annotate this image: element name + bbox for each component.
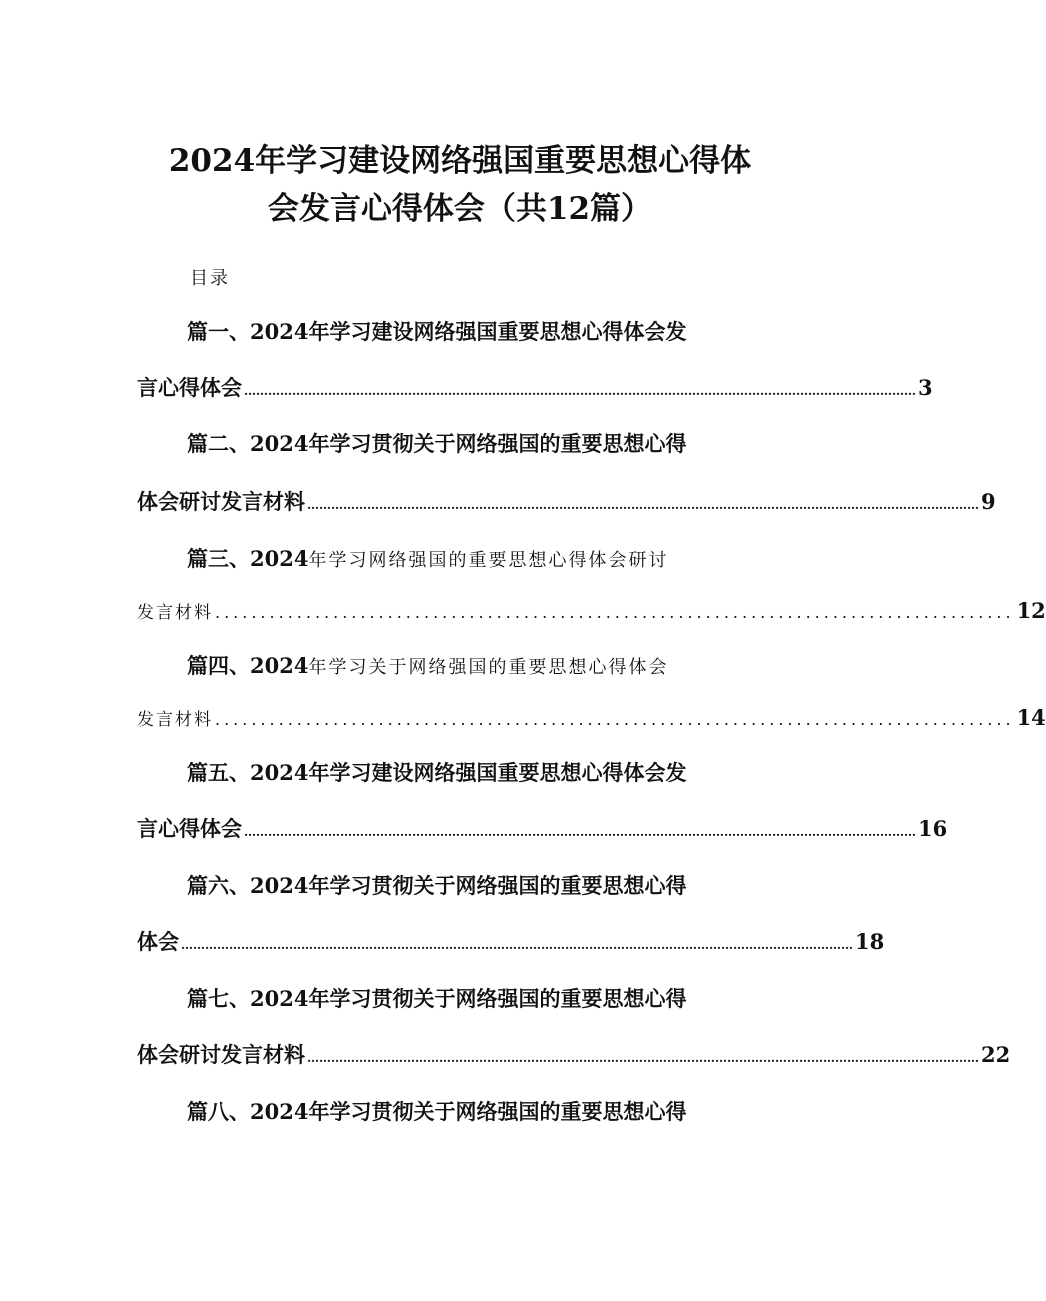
- toc-entry-2-tail-text: 体会研讨发言材料: [137, 489, 305, 514]
- document-title-line-1: 2024年学习建设网络强国重要思想心得体: [168, 143, 752, 179]
- toc-entry-1-tail[interactable]: [137, 372, 933, 402]
- toc-entry-6-lead: 篇六、2024: [187, 873, 309, 898]
- toc-entry-6-page: 18: [855, 929, 885, 954]
- toc-entry-3-page: 12: [1016, 598, 1046, 623]
- toc-entry-5-head: 年学习建设网络强国重要思想心得体会发: [308, 760, 687, 785]
- toc-entry-4-head: 年学习关于网络强国的重要思想心得体会: [308, 657, 669, 678]
- toc-entry-4-lead: 篇四、2024: [187, 653, 309, 678]
- toc-entry-2-page: 9: [981, 489, 996, 514]
- toc-entry-6-tail-text: 体会: [137, 929, 179, 954]
- toc-label: 目录: [190, 268, 230, 289]
- toc-entry-5-lead: 篇五、2024: [187, 760, 309, 785]
- toc-entry-7-head: 年学习贯彻关于网络强国的重要思想心得: [308, 986, 687, 1011]
- document-title-line-2: 会发言心得体会（共12篇）: [267, 191, 653, 227]
- toc-entry-5-leader: ……………………………………………………………………………………………………………………………………………………: [244, 825, 916, 839]
- toc-entry-7-tail-text: 体会研讨发言材料: [137, 1042, 305, 1067]
- toc-entry-3-tail-text: 发言材料: [137, 603, 213, 623]
- toc-entry-1-lead: 篇一、2024: [187, 319, 309, 344]
- toc-entry-2-lead: 篇二、2024: [187, 431, 309, 456]
- toc-entry-8-heading[interactable]: [187, 1096, 686, 1126]
- toc-entry-2-tail[interactable]: [137, 486, 996, 516]
- toc-entry-1-page: 3: [918, 375, 933, 400]
- toc-entry-5-tail[interactable]: [137, 813, 948, 843]
- toc-entry-5-tail-text: 言心得体会: [137, 816, 242, 841]
- toc-entry-4-heading[interactable]: [187, 650, 668, 680]
- toc-entry-2-head: 年学习贯彻关于网络强国的重要思想心得: [308, 431, 687, 456]
- toc-entry-8-head: 年学习贯彻关于网络强国的重要思想心得: [308, 1099, 687, 1124]
- toc-entry-6-tail[interactable]: [137, 926, 885, 956]
- toc-entry-5-page: 16: [918, 816, 948, 841]
- toc-entry-1-heading[interactable]: [187, 316, 686, 346]
- toc-entry-6-heading[interactable]: [187, 870, 686, 900]
- toc-entry-4-tail[interactable]: [137, 705, 1046, 730]
- toc-entry-4-leader: ........................................................................................: [215, 710, 1015, 729]
- toc-entry-3-head: 年学习网络强国的重要思想心得体会研讨: [308, 550, 669, 571]
- toc-entry-4-tail-text: 发言材料: [137, 710, 213, 730]
- toc-entry-7-tail[interactable]: [137, 1039, 1011, 1069]
- toc-entry-2-heading[interactable]: [187, 428, 686, 458]
- toc-entry-6-head: 年学习贯彻关于网络强国的重要思想心得: [308, 873, 687, 898]
- toc-entry-2-leader: ……………………………………………………………………………………………………………………………………………………: [307, 498, 979, 512]
- toc-entry-4-page: 14: [1016, 705, 1046, 730]
- toc-entry-1-tail-text: 言心得体会: [137, 375, 242, 400]
- toc-entry-3-leader: ........................................................................................: [215, 603, 1015, 622]
- toc-entry-8-lead: 篇八、2024: [187, 1099, 309, 1124]
- toc-entry-1-head: 年学习建设网络强国重要思想心得体会发: [308, 319, 687, 344]
- toc-entry-5-heading[interactable]: [187, 757, 686, 787]
- toc-entry-7-heading[interactable]: [187, 983, 686, 1013]
- toc-entry-3-lead: 篇三、2024: [187, 546, 309, 571]
- toc-entry-1-leader: ……………………………………………………………………………………………………………………………………………………: [244, 384, 916, 398]
- toc-entry-7-page: 22: [981, 1042, 1011, 1067]
- toc-entry-3-heading[interactable]: [187, 543, 668, 573]
- toc-entry-6-leader: ……………………………………………………………………………………………………………………………………………………: [181, 938, 853, 952]
- toc-entry-7-leader: ……………………………………………………………………………………………………………………………………………………: [307, 1051, 979, 1065]
- toc-entry-3-tail[interactable]: [137, 598, 1046, 623]
- toc-entry-7-lead: 篇七、2024: [187, 986, 309, 1011]
